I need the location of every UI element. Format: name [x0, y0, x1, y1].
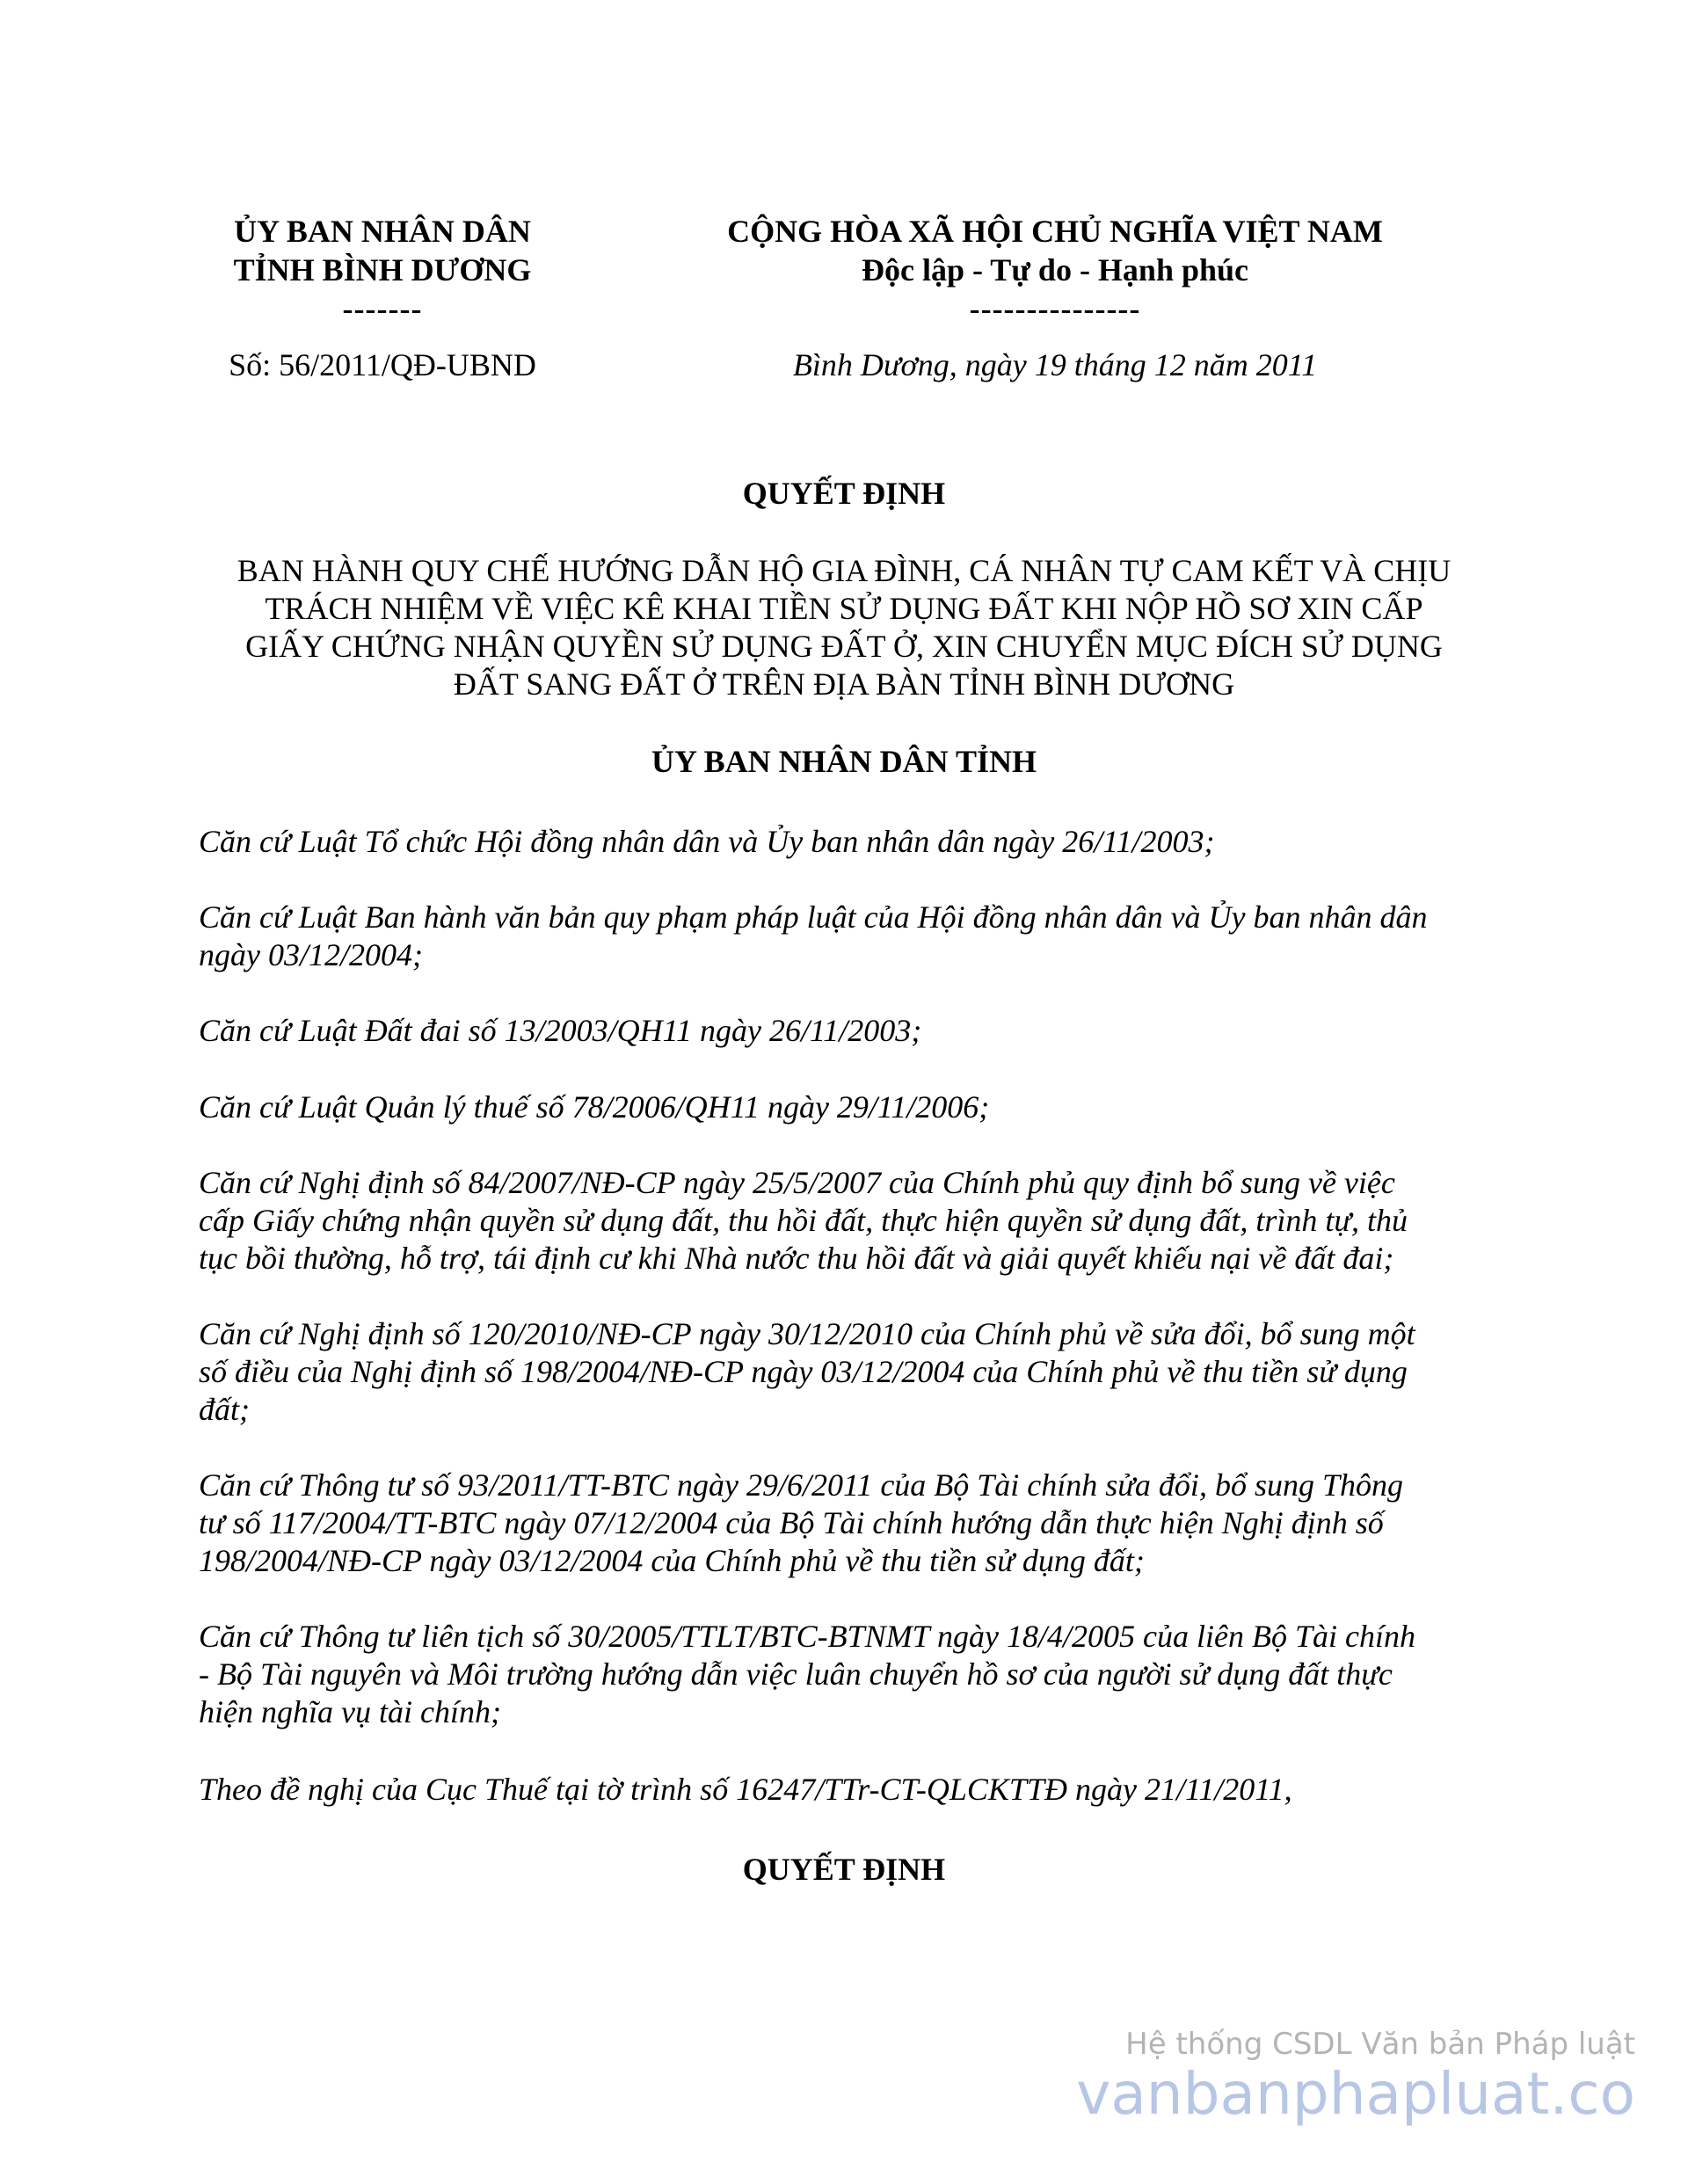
legal-basis-paragraph — [199, 1467, 1482, 1580]
document-date: Bình Dương, ngày 19 tháng 12 năm 2011 — [792, 347, 1318, 382]
decision-heading: QUYẾT ĐỊNH — [742, 1852, 946, 1887]
basis-line: Căn cứ Luật Ban hành văn bản quy phạm pháp luật của Hội đồng nhân dân và Ủy ban nhân dân — [199, 899, 1428, 935]
legal-basis-paragraph — [199, 1164, 1482, 1278]
basis-line: Căn cứ Thông tư liên tịch số 30/2005/TTLT/BTC-BTNMT ngày 18/4/2005 của liên Bộ Tài chính — [199, 1619, 1415, 1654]
basis-line: Căn cứ Thông tư số 93/2011/TT-BTC ngày 29/6/2011 của Bộ Tài chính sửa đổi, bổ sung Thông — [199, 1467, 1403, 1503]
legal-basis-paragraph — [199, 1012, 1482, 1050]
legal-basis-paragraph — [199, 823, 1482, 861]
document-title: QUYẾT ĐỊNH — [742, 476, 946, 511]
basis-line: Căn cứ Nghị định số 84/2007/NĐ-CP ngày 25/5/2007 của Chính phủ quy định bổ sung về việc — [199, 1165, 1395, 1200]
basis-line: Theo đề nghị của Cục Thuế tại tờ trình số 16247/TTr-CT-QLCKTTĐ ngày 21/11/2011, — [199, 1772, 1292, 1807]
basis-line: tục bồi thường, hỗ trợ, tái định cư khi Nhà nước thu hồi đất và giải quyết khiếu nại về đất đai; — [199, 1241, 1394, 1276]
basis-line: Căn cứ Luật Đất đai số 13/2003/QH11 ngày 26/11/2003; — [199, 1013, 922, 1048]
legal-basis-paragraph — [199, 1315, 1482, 1429]
motto-line-1: CỘNG HÒA XÃ HỘI CHỦ NGHĨA VIỆT NAM — [727, 214, 1383, 249]
basis-line: tư số 117/2004/TT-BTC ngày 07/12/2004 của Bộ Tài chính hướng dẫn thực hiện Nghị định số — [199, 1505, 1384, 1540]
basis-line: đất; — [199, 1392, 250, 1427]
motto-line-2: Độc lập - Tự do - Hạnh phúc — [861, 252, 1249, 288]
legal-basis-paragraph — [199, 899, 1482, 974]
basis-line: Căn cứ Luật Quản lý thuế số 78/2006/QH11 ngày 29/11/2006; — [199, 1089, 990, 1125]
document-number: Số: 56/2011/QĐ-UBND — [229, 347, 536, 382]
subtitle-line: BAN HÀNH QUY CHẾ HƯỚNG DẪN HỘ GIA ĐÌNH, CÁ NHÂN TỰ CAM KẾT VÀ CHỊU — [236, 553, 1452, 588]
national-motto — [580, 212, 1530, 328]
issuer-heading: ỦY BAN NHÂN DÂN TỈNH — [651, 744, 1037, 779]
basis-line: ngày 03/12/2004; — [199, 937, 423, 972]
watermark-line-1: Hệ thống CSDL Văn bản Pháp luật — [1125, 2027, 1635, 2062]
basis-line: số điều của Nghị định số 198/2004/NĐ-CP ngày 03/12/2004 của Chính phủ về thu tiền sử dụng — [199, 1354, 1408, 1389]
basis-line: - Bộ Tài nguyên và Môi trường hướng dẫn việc luân chuyển hồ sơ của người sử dụng đất thực — [199, 1656, 1393, 1692]
subtitle-line: ĐẤT SANG ĐẤT Ở TRÊN ĐỊA BÀN TỈNH BÌNH DƯƠNG — [453, 666, 1235, 702]
document-subtitle — [193, 552, 1495, 703]
basis-line: cấp Giấy chứng nhận quyền sử dụng đất, thu hồi đất, thực hiện quyền sử dụng đất, trình tự, thủ — [199, 1203, 1408, 1238]
authority-line-2: TỈNH BÌNH DƯƠNG — [233, 252, 532, 288]
authority-divider: ------- — [342, 291, 423, 326]
subtitle-line: GIẤY CHỨNG NHẬN QUYỀN SỬ DỤNG ĐẤT Ở, XIN CHUYỂN MỤC ĐÍCH SỬ DỤNG — [245, 629, 1443, 664]
legal-basis-paragraph — [199, 1618, 1482, 1731]
issuing-authority — [158, 212, 607, 328]
legal-basis-paragraph — [199, 1088, 1482, 1126]
basis-line: hiện nghĩa vụ tài chính; — [199, 1694, 501, 1729]
basis-line: 198/2004/NĐ-CP ngày 03/12/2004 của Chính phủ về thu tiền sử dụng đất; — [199, 1543, 1145, 1578]
watermark-site: vanbanphapluat.co — [1076, 2060, 1635, 2128]
subtitle-line: TRÁCH NHIỆM VỀ VIỆC KÊ KHAI TIỀN SỬ DỤNG ĐẤT KHI NỘP HỒ SƠ XIN CẤP — [265, 591, 1423, 626]
legal-basis-paragraph — [199, 1771, 1482, 1809]
basis-line: Căn cứ Luật Tổ chức Hội đồng nhân dân và Ủy ban nhân dân ngày 26/11/2003; — [199, 824, 1215, 859]
motto-divider: --------------- — [969, 291, 1141, 326]
authority-line-1: ỦY BAN NHÂN DÂN — [234, 214, 531, 249]
basis-line: Căn cứ Nghị định số 120/2010/NĐ-CP ngày 30/12/2010 của Chính phủ về sửa đổi, bổ sung một — [199, 1316, 1415, 1351]
